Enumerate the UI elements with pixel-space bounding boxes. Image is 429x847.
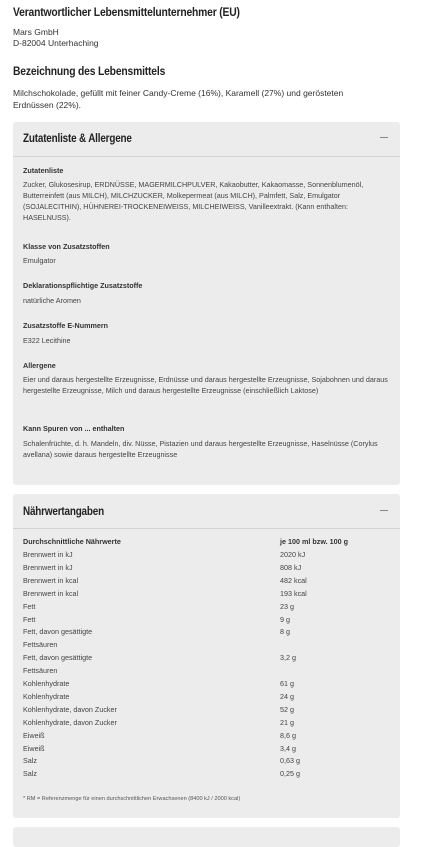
nutrition-header-row [23, 537, 383, 549]
nutrition-row-value: 8 g [280, 627, 290, 637]
nutrition-row-value: 9 g [280, 614, 290, 624]
nutrition-row-value: 0,25 g [280, 769, 300, 779]
nutrition-row-label: Eiweiß [23, 730, 45, 740]
section-text-klasse: Emulgator [23, 256, 56, 265]
section-text-deklaration: natürliche Aromen [23, 296, 81, 305]
operator-city: D-82004 Unterhaching [13, 38, 99, 48]
nutrition-row [23, 563, 383, 575]
nutrition-row [23, 705, 383, 717]
nutrition-row-value: 23 g [280, 601, 294, 611]
nutrition-row [23, 627, 383, 639]
nutrition-row-label: Salz [23, 756, 37, 766]
panel-divider [13, 528, 400, 529]
nutrition-row-value: 482 kcal [280, 575, 307, 585]
collapse-icon[interactable] [380, 137, 388, 138]
nutrition-row [23, 576, 383, 588]
section-title-deklaration: Deklarationspflichtige Zusatzstoffe [23, 281, 143, 290]
nutrition-row-value: 2020 kJ [280, 550, 306, 559]
nutrition-row-label: Salz [23, 769, 37, 779]
nutrition-row-label: Fettsäuren [23, 640, 58, 650]
ingredients-panel-title: Zutatenliste & Allergene [23, 133, 132, 145]
section-text-allergene: Eier und daraus hergestellte Erzeugnisse, Erdnüsse und daraus hergestellte Erzeugnisse, Sojabohnen und daraus hergestellte Erzeugnisse, Milch und daraus hergestellte Erzeugnisse (einschließlich Laktose) [23, 375, 388, 395]
nutrition-row-value: 3,2 g [280, 653, 296, 663]
product-heading: Bezeichnung des Lebensmittels [13, 64, 166, 78]
nutrition-row-label: Kohlenhydrate [23, 691, 70, 701]
nutrition-footnote: * RM = Referenzmenge für einen durchschnittlichen Erwachsenen (8400 kJ / 2000 kcal) [23, 796, 241, 802]
panel-divider [13, 156, 400, 157]
nutrition-header-value: je 100 ml bzw. 100 g [280, 537, 349, 546]
nutrition-row [23, 718, 383, 730]
nutrition-row-value: 3,4 g [280, 743, 296, 753]
nutrition-row [23, 666, 383, 678]
section-title-klasse: Klasse von Zusatzstoffen [23, 242, 110, 251]
nutrition-row-label: Brennwert in kJ [23, 550, 73, 559]
nutrition-row-value: 61 g [280, 679, 294, 688]
section-title-allergene: Allergene [23, 361, 56, 370]
nutrition-row-label: Brennwert in kcal [23, 575, 79, 585]
section-title-spuren: Kann Spuren von ... enthalten [23, 424, 125, 433]
nutrition-row [23, 550, 383, 562]
operator-heading: Verantwortlicher Lebensmittelunternehmer (EU) [13, 5, 240, 19]
nutrition-row [23, 615, 383, 627]
nutrition-row [23, 756, 383, 768]
nutrition-row-label: Fett, davon gesättigte [23, 627, 93, 637]
section-text-zutatenliste: Zucker, Glukosesirup, ERDNÜSSE, MAGERMILCHPULVER, Kakaobutter, Kakaomasse, Sonnenblumenöl, Butterreinfett (aus MILCH), MILCHZUCKER, Molkepermeat (aus MILCH), Palmfett, Salz, Emulgator (SOJALECITHIN), HÜHNEREI-TROCKENEIWEISS, MILCHEIWEISS, Vanilleextrakt. (Kann enthalten: HASELNUSS). [23, 180, 364, 222]
nutrition-row-label: Fett [23, 614, 36, 624]
nutrition-row-label: Kohlenhydrate, davon Zucker [23, 704, 117, 714]
section-title-zutatenliste: Zutatenliste [23, 166, 64, 175]
nutrition-row-label: Fett [23, 601, 36, 611]
nutrition-row [23, 679, 383, 691]
nutrition-row [23, 769, 383, 781]
nutrition-row-label: Brennwert in kcal [23, 588, 79, 598]
nutrition-row-value: 8,6 g [280, 730, 296, 740]
nutrition-header-label: Durchschnittliche Nährwerte [23, 537, 121, 546]
section-title-e-nummern: Zusatzstoffe E-Nummern [23, 321, 109, 330]
nutrition-row-label: Eiweiß [23, 743, 45, 753]
nutrition-row-value: 52 g [280, 704, 294, 714]
collapse-icon[interactable] [380, 510, 388, 511]
nutrition-row [23, 640, 383, 652]
nutrition-row-label: Brennwert in kJ [23, 562, 73, 572]
nutrition-row-label: Fettsäuren [23, 666, 58, 676]
operator-company: Mars GmbH [13, 27, 59, 37]
nutrition-panel-header[interactable] [13, 494, 400, 528]
nutrition-row-value: 21 g [280, 717, 294, 727]
next-panel[interactable] [13, 827, 400, 847]
section-text-spuren: Schalenfrüchte, d. h. Mandeln, div. Nüsse, Pistazien und daraus hergestellte Erzeugnisse, Haselnüsse (Corylus avellana) sowie daraus hergestellte Erzeugnisse [23, 439, 378, 459]
nutrition-row [23, 692, 383, 704]
nutrition-panel-title: Nährwertangaben [23, 506, 104, 518]
nutrition-row-value: 808 kJ [280, 562, 302, 572]
nutrition-row-label: Kohlenhydrate, davon Zucker [23, 717, 117, 727]
product-description: Milchschokolade, gefüllt mit feiner Candy-Creme (16%), Karamell (27%) und gerösteten Erdnüssen (22%). [13, 88, 344, 110]
ingredients-panel [13, 122, 400, 485]
operator-block [13, 0, 413, 111]
nutrition-panel [13, 494, 400, 818]
nutrition-row-label: Fett, davon gesättigte [23, 653, 93, 663]
nutrition-row [23, 744, 383, 756]
nutrition-row [23, 589, 383, 601]
nutrition-row [23, 731, 383, 743]
section-text-e-nummern: E322 Lecithine [23, 336, 71, 345]
nutrition-row [23, 653, 383, 665]
nutrition-row-value: 24 g [280, 691, 294, 701]
ingredients-panel-header[interactable] [13, 122, 400, 156]
nutrition-row-value: 0,63 g [280, 756, 300, 766]
nutrition-row-value: 193 kcal [280, 588, 307, 598]
nutrition-row [23, 602, 383, 614]
nutrition-row-label: Kohlenhydrate [23, 679, 70, 688]
